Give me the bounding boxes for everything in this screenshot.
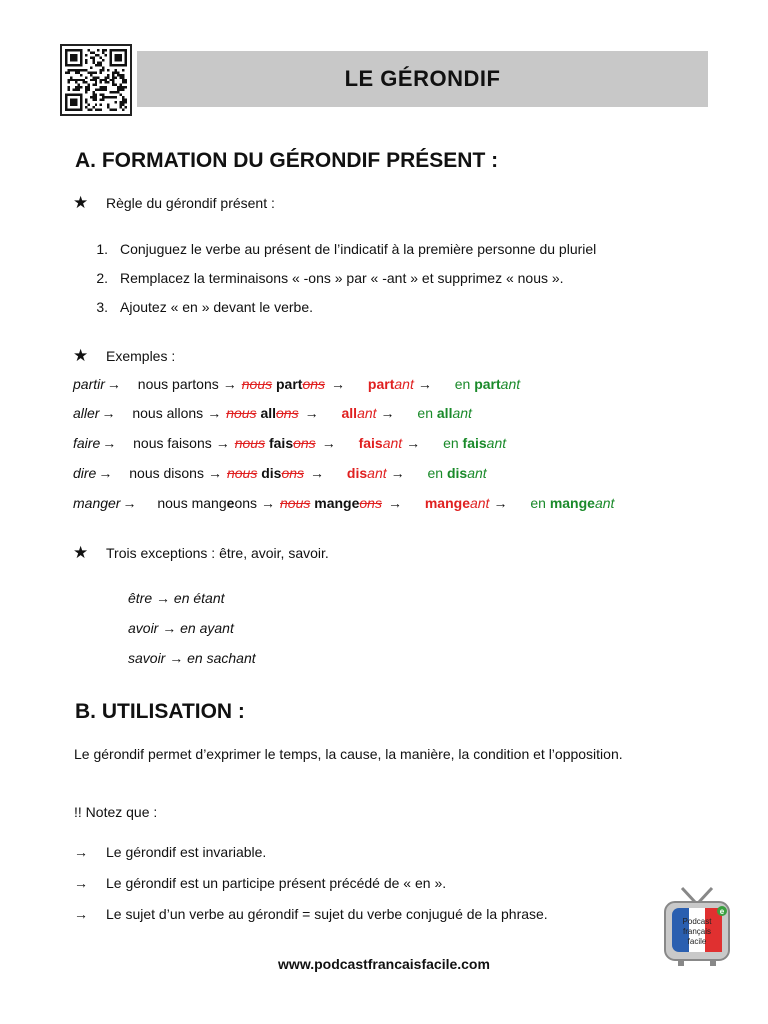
- list-item: → Le sujet d’un verbe au gérondif = sujet du verbe conjugué de la phrase.: [74, 906, 548, 922]
- qr-code-icon: [60, 44, 132, 116]
- example-row: aller → nous allons → nous allons → allant → en allant: [73, 405, 472, 421]
- list-item: → Le gérondif est invariable.: [74, 844, 267, 860]
- section-a-heading: A. FORMATION DU GÉRONDIF PRÉSENT :: [75, 149, 499, 172]
- list-item: 1. Conjuguez le verbe au présent de l’indicatif à la première personne du pluriel: [96, 241, 597, 257]
- list-item: 2. Remplacez la terminaisons « -ons » par « -ant » et supprimez « nous ».: [96, 270, 564, 286]
- footer-url: www.podcastfrancaisfacile.com: [278, 956, 490, 972]
- svg-text:e: e: [719, 907, 725, 916]
- svg-text:facile: facile: [687, 937, 707, 946]
- list-item: 3. Ajoutez « en » devant le verbe.: [96, 299, 314, 315]
- arrow-icon: →: [74, 844, 88, 860]
- rule-label: Règle du gérondif présent :: [106, 195, 275, 211]
- exceptions-label: Trois exceptions : être, avoir, savoir.: [106, 545, 329, 561]
- svg-text:Podcast: Podcast: [682, 917, 712, 926]
- page-title: LE GÉRONDIF: [344, 66, 501, 91]
- arrow-icon: →: [74, 906, 88, 922]
- page-title-bar: [137, 51, 708, 107]
- star-icon: ★: [73, 543, 89, 562]
- star-icon: ★: [73, 193, 89, 212]
- example-row: faire → nous faisons → nous faisons → faisant → en faisant: [73, 435, 507, 451]
- usage-paragraph: Le gérondif permet d’exprimer le temps, la cause, la manière, la condition et l’opposition.: [74, 746, 623, 762]
- example-row: dire → nous disons → nous disons → disant → en disant: [73, 465, 487, 481]
- examples-label: Exemples :: [106, 348, 176, 364]
- note-label: !! Notez que :: [74, 804, 158, 820]
- exception-item: être → en étant: [128, 590, 225, 606]
- star-icon: ★: [73, 346, 89, 365]
- svg-text:français: français: [682, 927, 712, 936]
- arrow-icon: →: [74, 875, 88, 891]
- exception-item: savoir → en sachant: [128, 650, 256, 666]
- exception-item: avoir → en ayant: [128, 620, 234, 636]
- section-b-heading: B. UTILISATION :: [75, 700, 245, 723]
- example-row: manger → nous mangeons → nous mangeons → mangeant → en mangeant: [73, 495, 615, 511]
- list-item: → Le gérondif est un participe présent précédé de « en ».: [74, 875, 447, 891]
- example-row: partir → nous partons → nous partons → partant → en partant: [73, 376, 521, 392]
